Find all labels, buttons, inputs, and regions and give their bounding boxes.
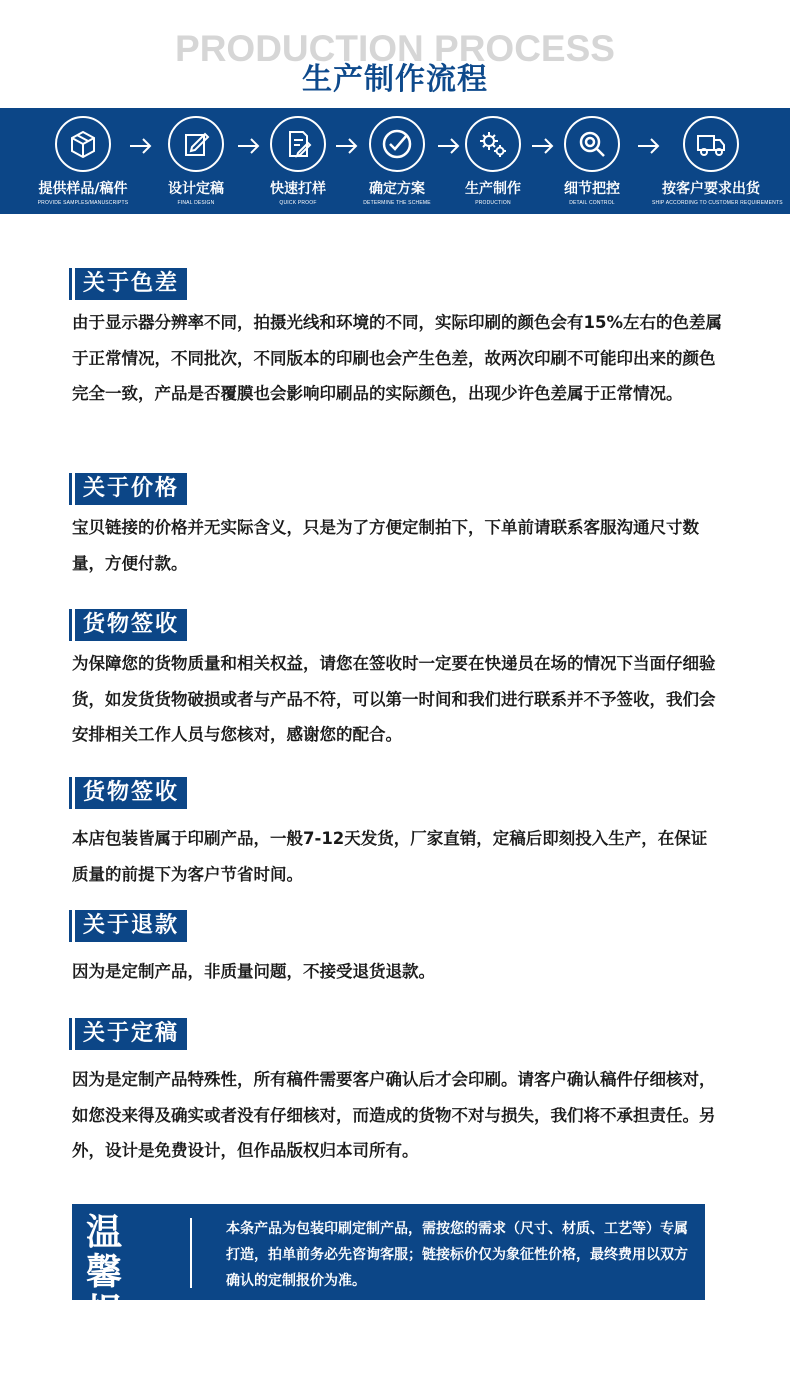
section-color-difference [72,268,722,412]
document-edit-icon [270,116,326,172]
warm-tips-line1: 温 馨 [86,1211,131,1293]
process-step-determine-scheme [342,116,452,206]
step-sublabel: SHIP ACCORDING TO CUSTOMER REQUIREMENTS [652,200,783,206]
section-title: 关于色差 [72,268,187,300]
section-body: 因为是定制产品特殊性，所有稿件需要客户确认后才会印刷。请客户确认稿件仔细核对，如您没来得及确实或者没有仔细核对，而造成的货物不对与损失，我们将不承担责任。另外，设计是免费设计，但作品版权归本司所有。 [72,1070,716,1160]
edit-icon [168,116,224,172]
step-label: 细节把控 [564,181,620,197]
section-title: 货物签收 [72,777,187,809]
process-step-final-design [141,116,251,206]
section-goods-receipt-2 [72,777,722,892]
step-label: 提供样品/稿件 [38,181,128,197]
step-sublabel: DETAIL CONTROL [569,200,615,206]
section-body: 本店包装皆属于印刷产品，一般7-12天发货，厂家直销，定稿后即刻投入生产，在保证质量的前提下为客户节省时间。 [72,829,708,884]
divider [190,1218,192,1288]
warm-tips-heading [86,1212,178,1372]
truck-icon [683,116,739,172]
warm-tips-box [72,1204,705,1373]
box-icon [55,116,111,172]
section-final-draft [72,1018,722,1169]
section-goods-receipt [72,609,722,753]
check-icon [369,116,425,172]
section-body: 因为是定制产品，非质量问题，不接受退货退款。 [72,962,435,981]
step-sublabel: DETERMINE THE SCHEME [363,200,431,206]
section-title: 关于定稿 [72,1018,187,1050]
section-body: 宝贝链接的价格并无实际含义，只是为了方便定制拍下，下单前请联系客服沟通尺寸数量，方便付款。 [72,518,699,573]
section-body: 由于显示器分辨率不同，拍摄光线和环境的不同，实际印刷的颜色会有15%左右的色差属于正常情况，不同批次，不同版本的印刷也会产生色差，故两次印刷不可能印出来的颜色完全一致，产品是否覆膜也会影响印刷品的实际颜色，出现少许色差属于正常情况。 [72,313,722,403]
page-title: 生产制作流程 [302,62,488,97]
section-title: 关于价格 [72,473,187,505]
section-title: 关于退款 [72,910,187,942]
step-label: 确定方案 [369,181,425,197]
process-step-production [438,116,548,206]
magnifier-icon [564,116,620,172]
step-sublabel: PROVIDE SAMPLES/MANUSCRIPTS [37,200,129,206]
section-price [72,473,722,581]
header-watermark-title: PRODUCTION PROCESS [175,28,615,69]
step-label: 按客户要求出货 [662,181,760,197]
section-title: 货物签收 [72,609,187,641]
step-label: 快速打样 [270,181,326,197]
warm-tips-line2: 提 示 [86,1291,131,1373]
process-step-ship [652,116,783,206]
step-label: 生产制作 [465,181,521,197]
gears-icon [465,116,521,172]
section-refund [72,910,722,990]
process-step-provide-samples [28,116,138,206]
step-sublabel: QUICK PROOF [279,200,317,206]
step-sublabel: PRODUCTION [475,200,511,206]
step-sublabel: FINAL DESIGN [177,200,215,206]
process-step-detail-control [537,116,647,206]
warm-tips-text: 本条产品为包装印刷定制产品，需按您的需求（尺寸、材质、工艺等）专属打造，拍单前务必先咨询客服；链接标价仅为象征性价格，最终费用以双方确认的定制报价为准。 [226,1221,688,1289]
section-body: 为保障您的货物质量和相关权益，请您在签收时一定要在快递员在场的情况下当面仔细验货，如发货货物破损或者与产品不符，可以第一时间和我们进行联系并不予签收，我们会安排相关工作人员与您核对，感谢您的配合。 [72,654,716,744]
step-label: 设计定稿 [168,181,224,197]
process-step-quick-proof [243,116,353,206]
process-band [0,108,790,214]
page-header [0,0,790,108]
